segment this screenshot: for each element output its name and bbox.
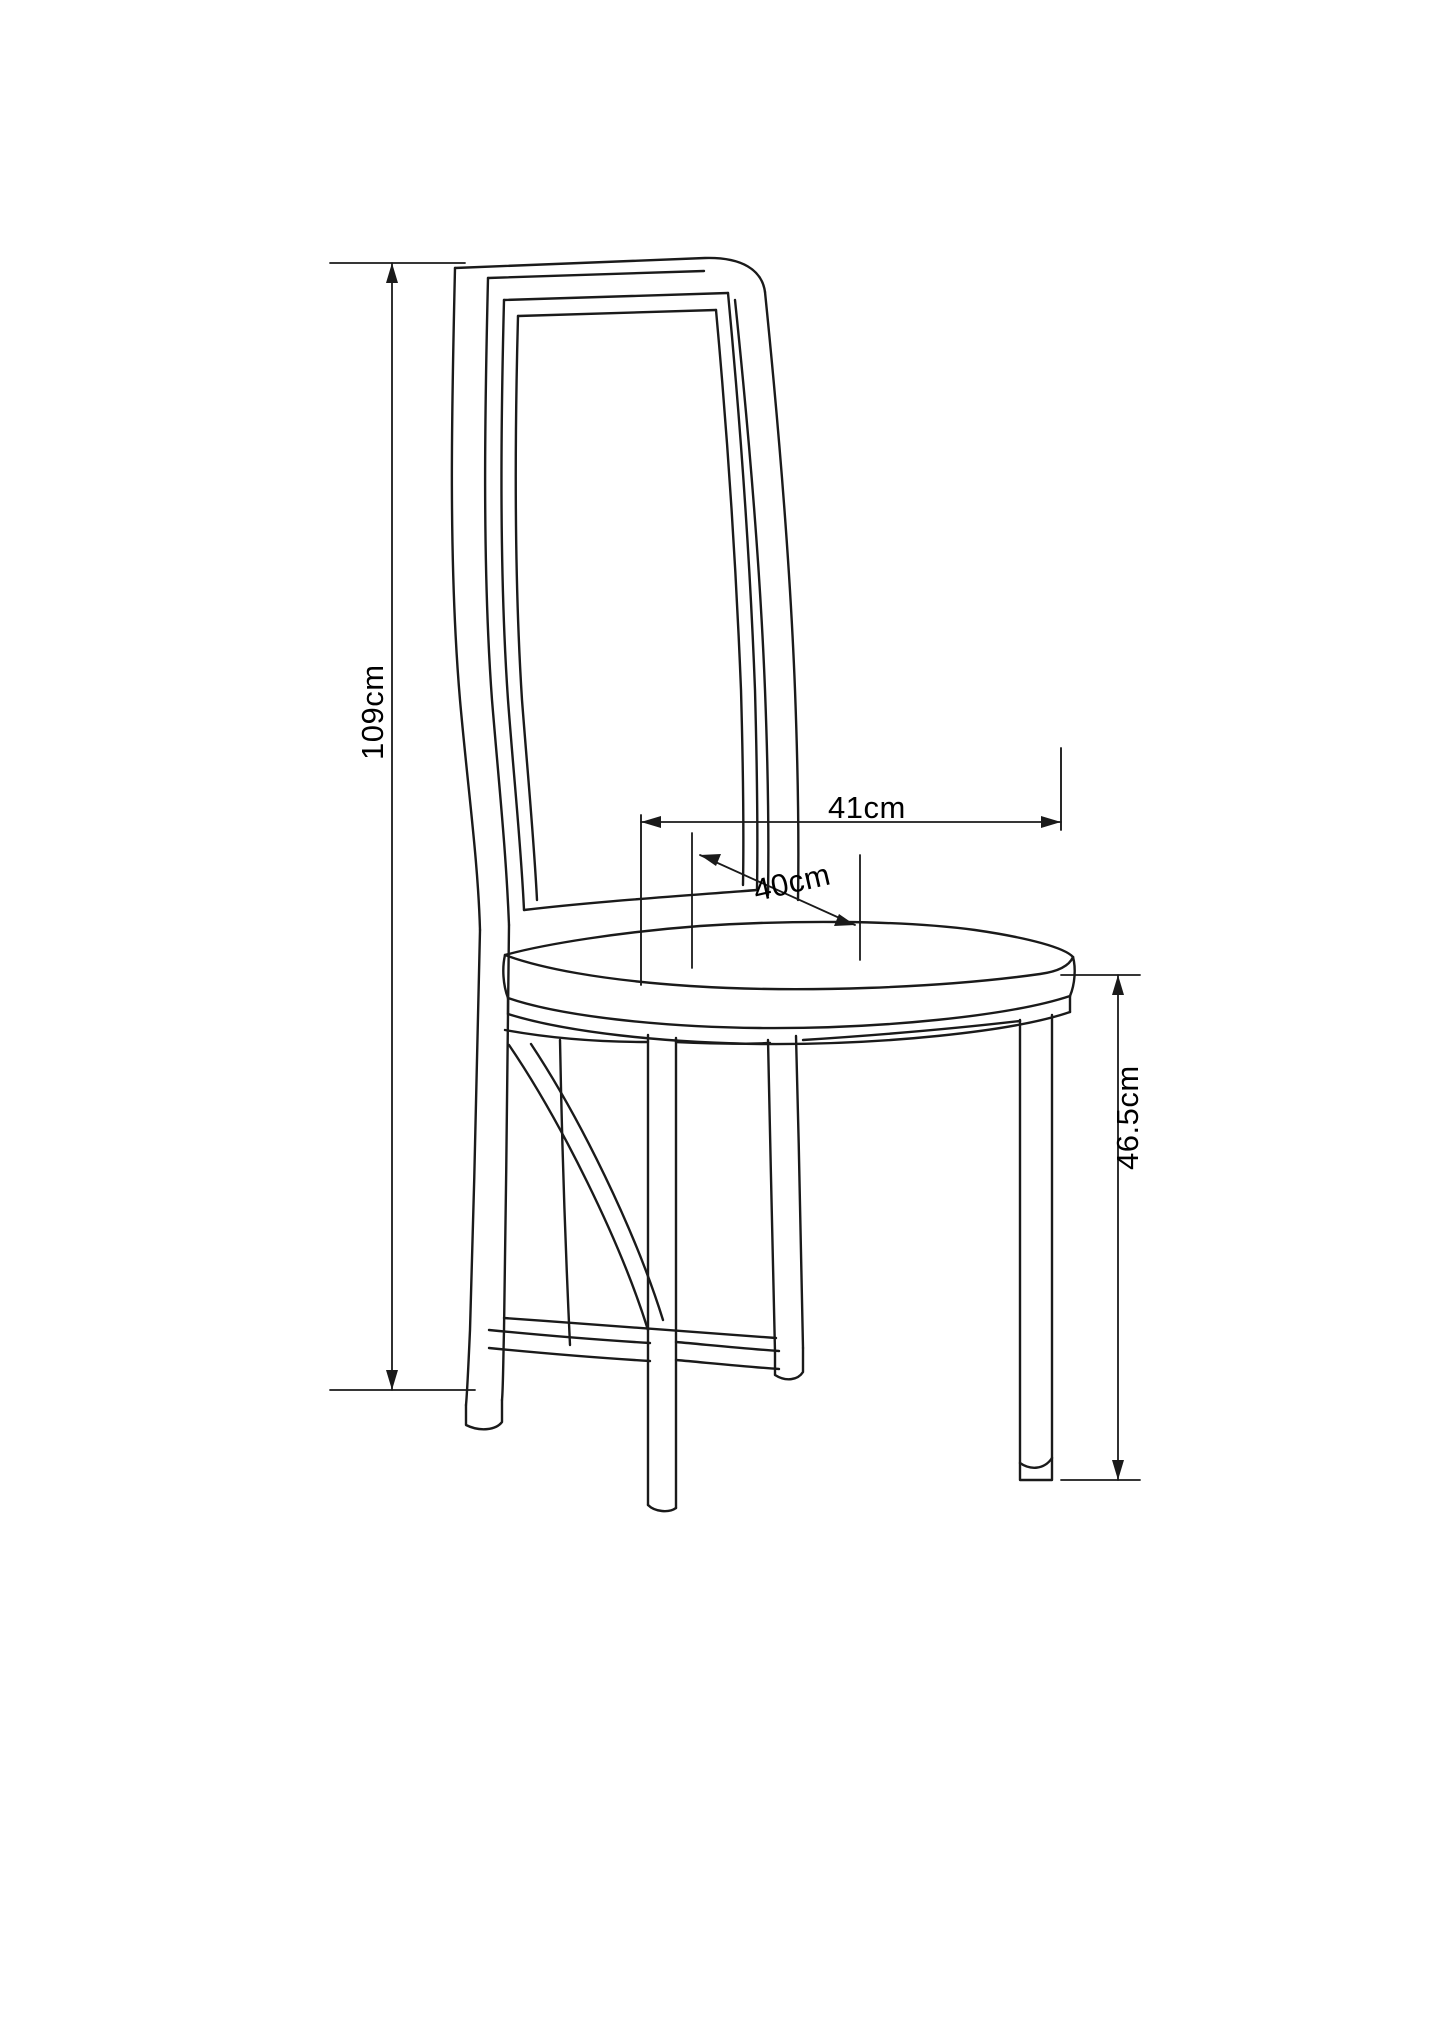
dimension-label-overall-height: 109cm: [355, 664, 390, 760]
dimension-label-seat-width: 41cm: [828, 790, 906, 825]
dimension-label-seat-depth: 40cm: [750, 856, 834, 909]
dimension-label-seat-height: 46.5cm: [1110, 1065, 1145, 1170]
